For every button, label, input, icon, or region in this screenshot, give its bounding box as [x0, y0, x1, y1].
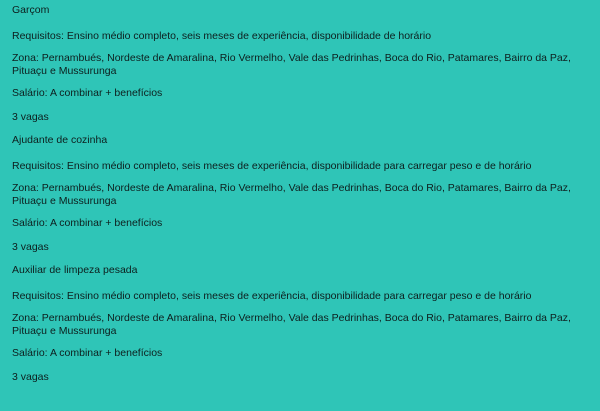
job-zone: Zona: Pernambués, Nordeste de Amaralina, Rio Vermelho, Vale das Pedrinhas, Boca do Rio, Patamares, Bairro da Paz, Pituaçu e Mussurunga: [12, 182, 571, 207]
job-requirements: Requisitos: Ensino médio completo, seis meses de experiência, disponibilidade de horário: [12, 30, 432, 42]
job-salary: Salário: A combinar + benefícios: [12, 217, 163, 229]
job-zone: Zona: Pernambués, Nordeste de Amaralina, Rio Vermelho, Vale das Pedrinhas, Boca do Rio, Patamares, Bairro da Paz, Pituaçu e Mussurunga: [12, 52, 571, 77]
job-vacancies: 3 vagas: [12, 111, 49, 123]
job-salary: Salário: A combinar + benefícios: [12, 87, 163, 99]
job-title: Garçom: [12, 4, 50, 16]
job-listing-garcom: [12, 4, 588, 124]
job-listing-auxiliar-de-limpeza: [12, 264, 588, 384]
job-requirements: Requisitos: Ensino médio completo, seis meses de experiência, disponibilidade para carregar peso e de horário: [12, 160, 532, 172]
job-salary: Salário: A combinar + benefícios: [12, 347, 163, 359]
job-title: Ajudante de cozinha: [12, 134, 108, 146]
job-requirements: Requisitos: Ensino médio completo, seis meses de experiência, disponibilidade para carregar peso e de horário: [12, 290, 532, 302]
job-listing-ajudante-de-cozinha: [12, 134, 588, 254]
job-zone: Zona: Pernambués, Nordeste de Amaralina, Rio Vermelho, Vale das Pedrinhas, Boca do Rio, Patamares, Bairro da Paz, Pituaçu e Mussurunga: [12, 312, 571, 337]
job-vacancies: 3 vagas: [12, 241, 49, 253]
job-vacancies: 3 vagas: [12, 371, 49, 383]
job-title: Auxiliar de limpeza pesada: [12, 264, 138, 276]
